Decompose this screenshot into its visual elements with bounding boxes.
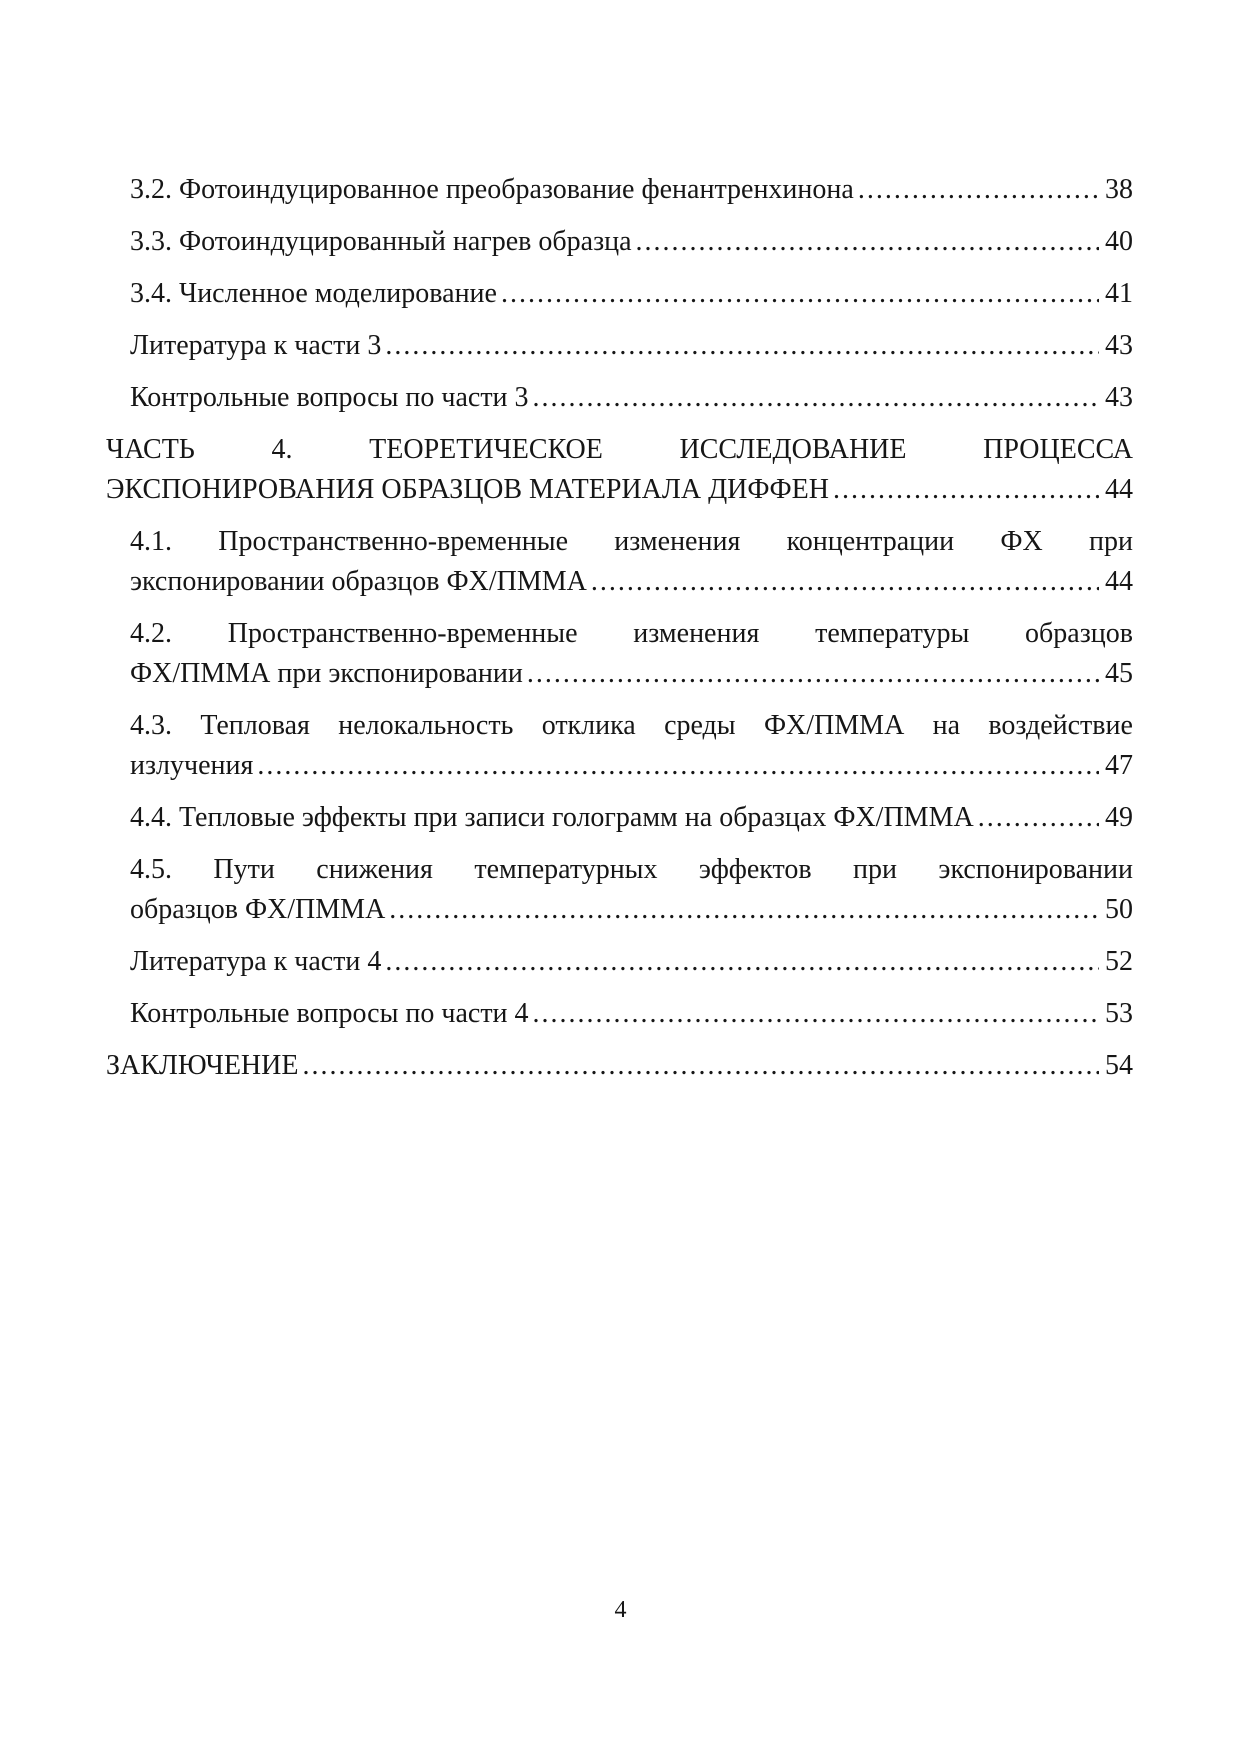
- toc-entry-4-5[interactable]: [106, 850, 1133, 930]
- toc-page-number: 54: [1105, 1050, 1133, 1081]
- dot-leader: [257, 746, 1099, 786]
- toc-page-number: 47: [1105, 750, 1133, 781]
- toc-entry-title-line-2: излучения: [130, 750, 254, 781]
- toc-entry-title: Контрольные вопросы по части 4: [130, 998, 529, 1029]
- toc-entry-title-line-1: 4.1. Пространственно-временные изменения концентрации ФХ при: [130, 526, 1133, 557]
- toc-page-number: 49: [1105, 802, 1133, 833]
- toc-page-number: 40: [1105, 226, 1133, 257]
- toc-entry-title-line-1: 4.5. Пути снижения температурных эффектов при экспонировании: [130, 854, 1133, 885]
- toc-entry-title-line-2: ФХ/ПММА при экспонировании: [130, 658, 523, 689]
- toc-page-number: 43: [1105, 382, 1133, 413]
- toc-entry-3-2[interactable]: [106, 170, 1133, 210]
- dot-leader: [591, 562, 1099, 602]
- dot-leader: [533, 378, 1099, 418]
- toc-page-number: 53: [1105, 998, 1133, 1029]
- toc-entry-3-3[interactable]: [106, 222, 1133, 262]
- toc-entry-title: Контрольные вопросы по части 3: [130, 382, 529, 413]
- toc-page-number: 43: [1105, 330, 1133, 361]
- toc-page-number: 45: [1105, 658, 1133, 689]
- toc-page-number: 38: [1105, 174, 1133, 205]
- toc-entry-title: 4.4. Тепловые эффекты при записи голограмм на образцах ФХ/ПММА: [130, 802, 974, 833]
- dot-leader: [385, 942, 1099, 982]
- page-number: 4: [614, 1597, 627, 1623]
- dot-leader: [385, 326, 1099, 366]
- toc-entry-title: Литература к части 3: [130, 330, 382, 361]
- toc-entry-questions-3[interactable]: [106, 378, 1133, 418]
- dot-leader: [389, 890, 1099, 930]
- toc-entry-title-line-2: образцов ФХ/ПММА: [130, 894, 386, 925]
- toc-page-number: 52: [1105, 946, 1133, 977]
- toc-entry-title-line-1: 4.2. Пространственно-временные изменения температуры образцов: [130, 618, 1133, 649]
- toc-entry-conclusion[interactable]: [106, 1046, 1133, 1086]
- toc-entry-title: Литература к части 4: [130, 946, 382, 977]
- toc-entry-title-line-1: ЧАСТЬ 4. ТЕОРЕТИЧЕСКОЕ ИССЛЕДОВАНИЕ ПРОЦЕССА: [106, 434, 1133, 465]
- dot-leader: [636, 222, 1099, 262]
- toc-entry-title: 3.4. Численное моделирование: [130, 278, 497, 309]
- toc-entry-3-4[interactable]: [106, 274, 1133, 314]
- toc-page-number: 44: [1105, 566, 1133, 597]
- toc-entry-title-line-2: ЭКСПОНИРОВАНИЯ ОБРАЗЦОВ МАТЕРИАЛА ДИФФЕН: [106, 474, 829, 505]
- toc-page-number: 41: [1105, 278, 1133, 309]
- toc-entry-part-4[interactable]: [106, 430, 1133, 510]
- dot-leader: [833, 470, 1099, 510]
- dot-leader: [527, 654, 1099, 694]
- toc-entry-title: 3.3. Фотоиндуцированный нагрев образца: [130, 226, 632, 257]
- dot-leader: [302, 1046, 1099, 1086]
- toc-entry-title-line-2: экспонировании образцов ФХ/ПММА: [130, 566, 587, 597]
- toc-entry-4-4[interactable]: [106, 798, 1133, 838]
- toc-page-number: 44: [1105, 474, 1133, 505]
- toc-entry-4-3[interactable]: [106, 706, 1133, 786]
- toc-entry-4-1[interactable]: [106, 522, 1133, 602]
- toc-page-number: 50: [1105, 894, 1133, 925]
- table-of-contents: [106, 170, 1133, 1098]
- toc-entry-literature-4[interactable]: [106, 942, 1133, 982]
- toc-entry-title-line-1: 4.3. Тепловая нелокальность отклика среды ФХ/ПММА на воздействие: [130, 710, 1133, 741]
- dot-leader: [858, 170, 1099, 210]
- toc-entry-literature-3[interactable]: [106, 326, 1133, 366]
- toc-entry-4-2[interactable]: [106, 614, 1133, 694]
- dot-leader: [533, 994, 1099, 1034]
- toc-entry-title: ЗАКЛЮЧЕНИЕ: [106, 1050, 299, 1081]
- toc-entry-title: 3.2. Фотоиндуцированное преобразование фенантренхинона: [130, 174, 854, 205]
- toc-entry-questions-4[interactable]: [106, 994, 1133, 1034]
- dot-leader: [501, 274, 1099, 314]
- dot-leader: [978, 798, 1099, 838]
